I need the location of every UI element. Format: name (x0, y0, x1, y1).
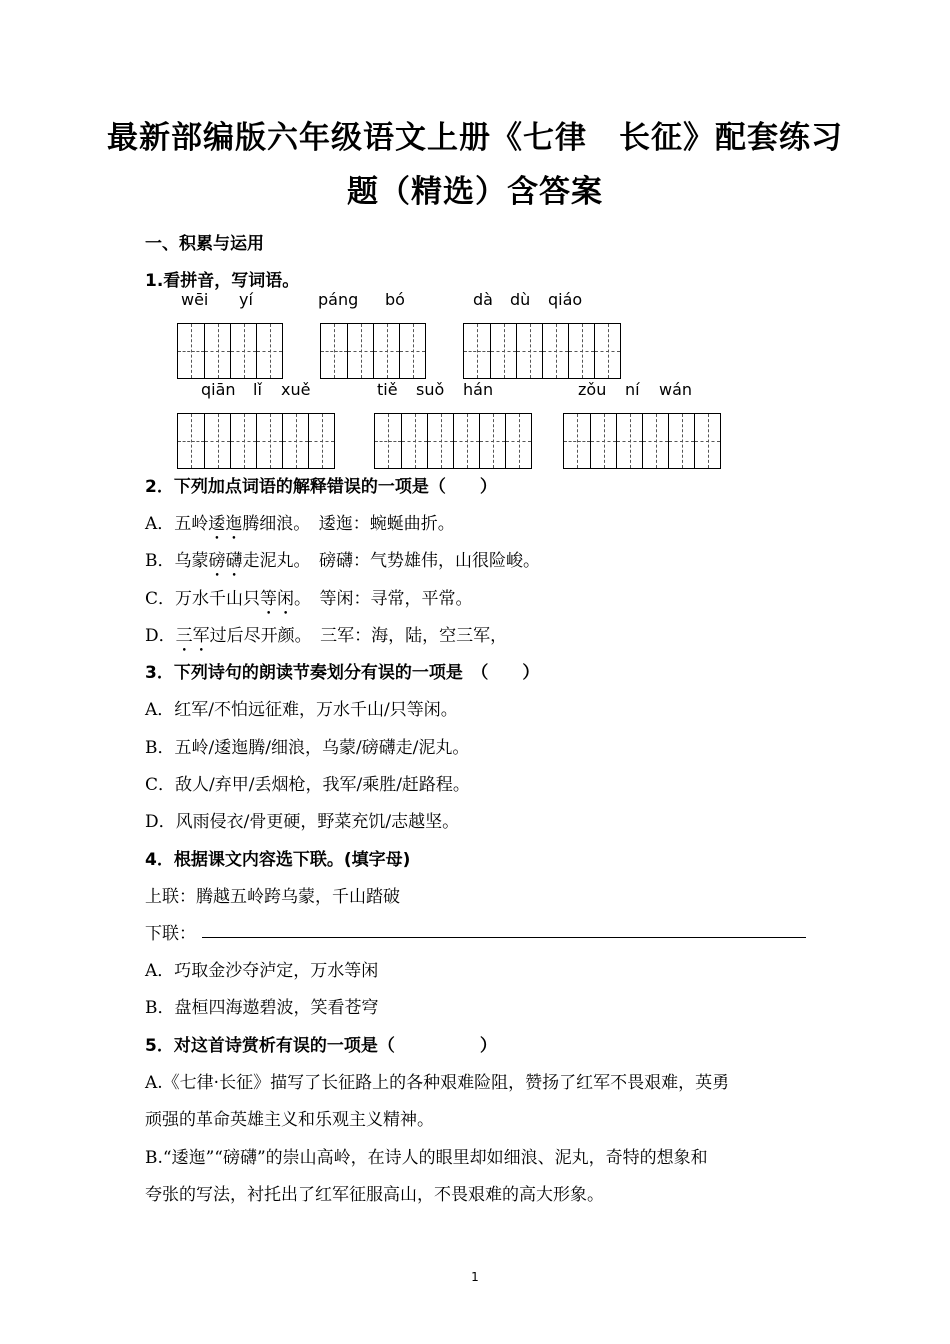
page-number: 1 (471, 1270, 479, 1284)
question-4-option-a[interactable]: A．巧取金沙夺泸定，万水等闲 (145, 961, 379, 981)
option-text: 过后尽开颜。 三军：海，陆，空三军， (209, 626, 508, 646)
question-2-heading: 2．下列加点词语的解释错误的一项是（ ） (145, 477, 497, 497)
pinyin: wēi (181, 290, 209, 309)
dotted-word: 等闲 (260, 589, 295, 609)
pinyin: suǒ (416, 380, 445, 399)
question-2-option-b[interactable] (145, 546, 540, 581)
question-4-option-b[interactable]: B．盘桓四海遨碧波，笑看苍穹 (145, 998, 379, 1018)
question-3-option-c[interactable]: C．敌人/弃甲/丢烟枪，我军/乘胜/赶路程。 (145, 775, 470, 795)
pinyin: qiān (201, 380, 236, 399)
writing-grid[interactable] (320, 323, 426, 379)
question-5-option-a-line2: 顽强的革命英雄主义和乐观主义精神。 (145, 1110, 434, 1130)
pinyin: dà (473, 290, 493, 309)
question-3-heading: 3．下列诗句的朗读节奏划分有误的一项是 （ ） (145, 663, 540, 683)
pinyin: hán (463, 380, 494, 399)
pinyin: bó (385, 290, 405, 309)
option-text: 腾细浪。 逶迤：蜿蜒曲折。 (242, 514, 455, 534)
dotted-word: 三军 (175, 626, 210, 646)
writing-grid[interactable] (177, 323, 283, 379)
option-text: 。 等闲：寻常，平常。 (294, 589, 473, 609)
question-2-option-d[interactable] (145, 621, 507, 656)
option-text: 走泥丸。 磅礴：气势雄伟，山很险峻。 (242, 551, 540, 571)
question-5-option-b-line2: 夸张的写法，衬托出了红军征服高山，不畏艰难的高大形象。 (145, 1185, 604, 1205)
question-5-option-a-line1: A.《七律·长征》描写了长征路上的各种艰难险阻，赞扬了红军不畏艰难，英勇 (145, 1073, 730, 1093)
question-1-heading: 1.看拼音，写词语。 (145, 271, 300, 291)
option-text: D． (145, 626, 176, 646)
pinyin: xuě (281, 380, 311, 399)
title-line-2: 题（精选）含答案 (347, 174, 603, 210)
pinyin: yí (239, 290, 253, 309)
writing-grid[interactable] (563, 413, 721, 469)
dotted-word: 磅礴 (208, 551, 243, 571)
pinyin: zǒu (578, 380, 607, 399)
question-3-option-a[interactable]: A．红军/不怕远征难，万水千山/只等闲。 (145, 700, 458, 720)
option-text: B．乌蒙 (145, 551, 209, 571)
upper-couplet: 上联：腾越五岭跨乌蒙，千山踏破 (145, 887, 400, 907)
pinyin: tiě (377, 380, 398, 399)
pinyin: páng (318, 290, 359, 309)
question-2-option-a[interactable] (145, 509, 455, 544)
question-3-option-d[interactable]: D．风雨侵衣/骨更硬，野菜充饥/志越坚。 (145, 812, 460, 832)
question-2-option-c[interactable] (145, 584, 473, 619)
pinyin: lǐ (253, 380, 262, 399)
pinyin: wán (659, 380, 693, 399)
writing-grid[interactable] (463, 323, 621, 379)
dotted-word: 逶迤 (208, 514, 243, 534)
writing-grid[interactable] (374, 413, 532, 469)
writing-grid[interactable] (177, 413, 335, 469)
option-text: C．万水千山只 (145, 589, 261, 609)
answer-blank-line[interactable] (202, 937, 806, 938)
lower-couplet-label: 下联： (145, 924, 196, 944)
pinyin: qiáo (548, 290, 583, 309)
option-text: A．五岭 (145, 514, 209, 534)
section-heading: 一、积累与运用 (145, 234, 264, 254)
question-4-heading: 4．根据课文内容选下联。(填字母) (145, 850, 411, 870)
pinyin: dù (510, 290, 531, 309)
question-5-option-b-line1: B.“逶迤”“磅礴”的崇山高岭，在诗人的眼里却如细浪、泥丸，奇特的想象和 (145, 1148, 708, 1168)
pinyin: ní (625, 380, 640, 399)
question-5-heading: 5．对这首诗赏析有误的一项是（ ） (145, 1036, 497, 1056)
question-3-option-b[interactable]: B．五岭/逶迤腾/细浪，乌蒙/磅礴走/泥丸。 (145, 738, 470, 758)
title-line-1: 最新部编版六年级语文上册《七律 长征》配套练习 (107, 120, 843, 156)
